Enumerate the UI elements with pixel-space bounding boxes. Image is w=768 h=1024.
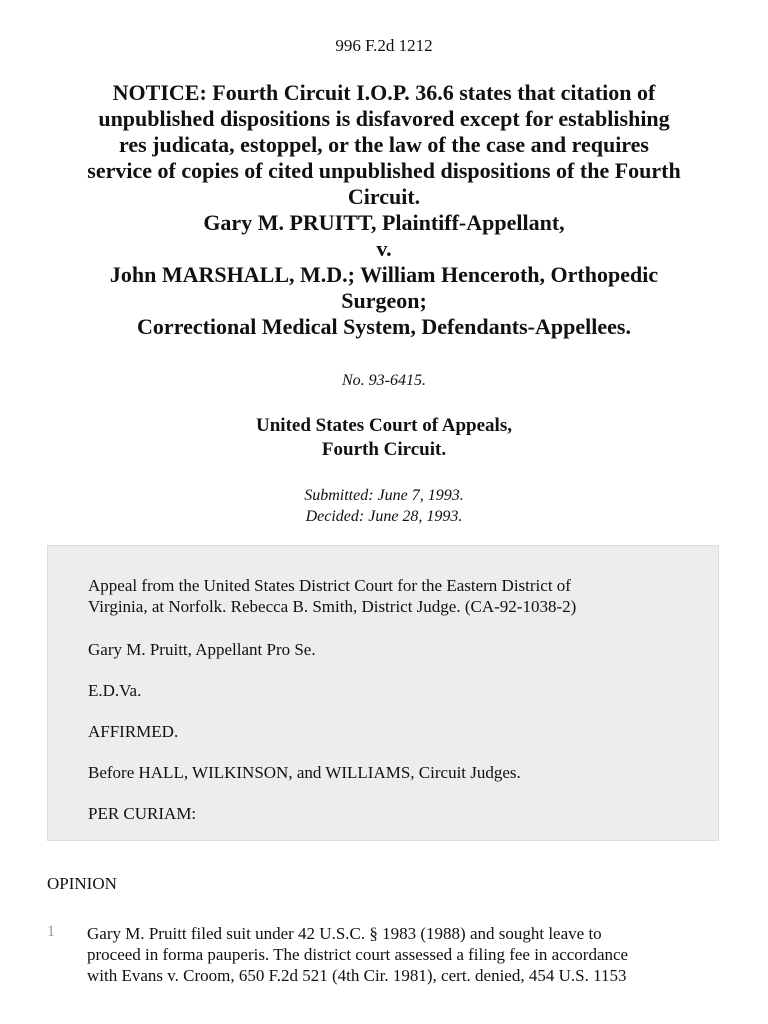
- defendants-line: Surgeon;: [341, 288, 427, 313]
- notice-line: Circuit.: [347, 184, 421, 209]
- opinion-heading: OPINION: [47, 874, 117, 893]
- case-info-panel: [47, 545, 719, 841]
- counsel: Gary M. Pruitt, Appellant Pro Se.: [88, 640, 316, 659]
- notice-line: NOTICE: Fourth Circuit I.O.P. 36.6 states that citation of: [112, 80, 656, 105]
- defendants-line: John MARSHALL, M.D.; William Henceroth, Orthopedic: [109, 262, 659, 287]
- court-name-line: United States Court of Appeals,: [256, 415, 512, 436]
- district: E.D.Va.: [88, 681, 142, 700]
- paragraph-line: proceed in forma pauperis. The district court assessed a filing fee in accordance: [87, 945, 629, 964]
- case-citation: 996 F.2d 1212: [335, 36, 433, 55]
- paragraph-line: Gary M. Pruitt filed suit under 42 U.S.C. § 1983 (1988) and sought leave to: [87, 924, 602, 943]
- paragraph-line: with Evans v. Croom, 650 F.2d 521 (4th Cir. 1981), cert. denied, 454 U.S. 1153: [87, 966, 627, 985]
- notice-line: service of copies of cited unpublished dispositions of the Fourth: [87, 158, 681, 183]
- judges: Before HALL, WILKINSON, and WILLIAMS, Circuit Judges.: [88, 763, 521, 782]
- decided-date: Decided: June 28, 1993.: [305, 508, 463, 525]
- disposition: AFFIRMED.: [88, 722, 179, 741]
- case-dates: [0, 485, 768, 527]
- versus-line: v.: [376, 236, 392, 261]
- court-name: [0, 414, 768, 462]
- notice-line: res judicata, estoppel, or the law of the case and requires: [118, 132, 649, 157]
- submitted-date: Submitted: June 7, 1993.: [304, 487, 464, 504]
- case-caption: [40, 80, 728, 340]
- appeal-from: [88, 575, 688, 617]
- appeal-from-line: Virginia, at Norfolk. Rebecca B. Smith, District Judge. (CA-92-1038-2): [88, 597, 577, 616]
- plaintiff-line: Gary M. PRUITT, Plaintiff-Appellant,: [203, 210, 565, 235]
- docket-number: No. 93-6415.: [342, 372, 426, 389]
- paragraph-text: [87, 923, 727, 986]
- paragraph-number: 1: [47, 923, 55, 940]
- defendants-line: Correctional Medical System, Defendants-Appellees.: [137, 314, 631, 339]
- notice-line: unpublished dispositions is disfavored except for establishing: [98, 106, 670, 131]
- per-curiam: PER CURIAM:: [88, 804, 197, 823]
- appeal-from-line: Appeal from the United States District Court for the Eastern District of: [88, 576, 571, 595]
- court-name-line: Fourth Circuit.: [321, 439, 447, 460]
